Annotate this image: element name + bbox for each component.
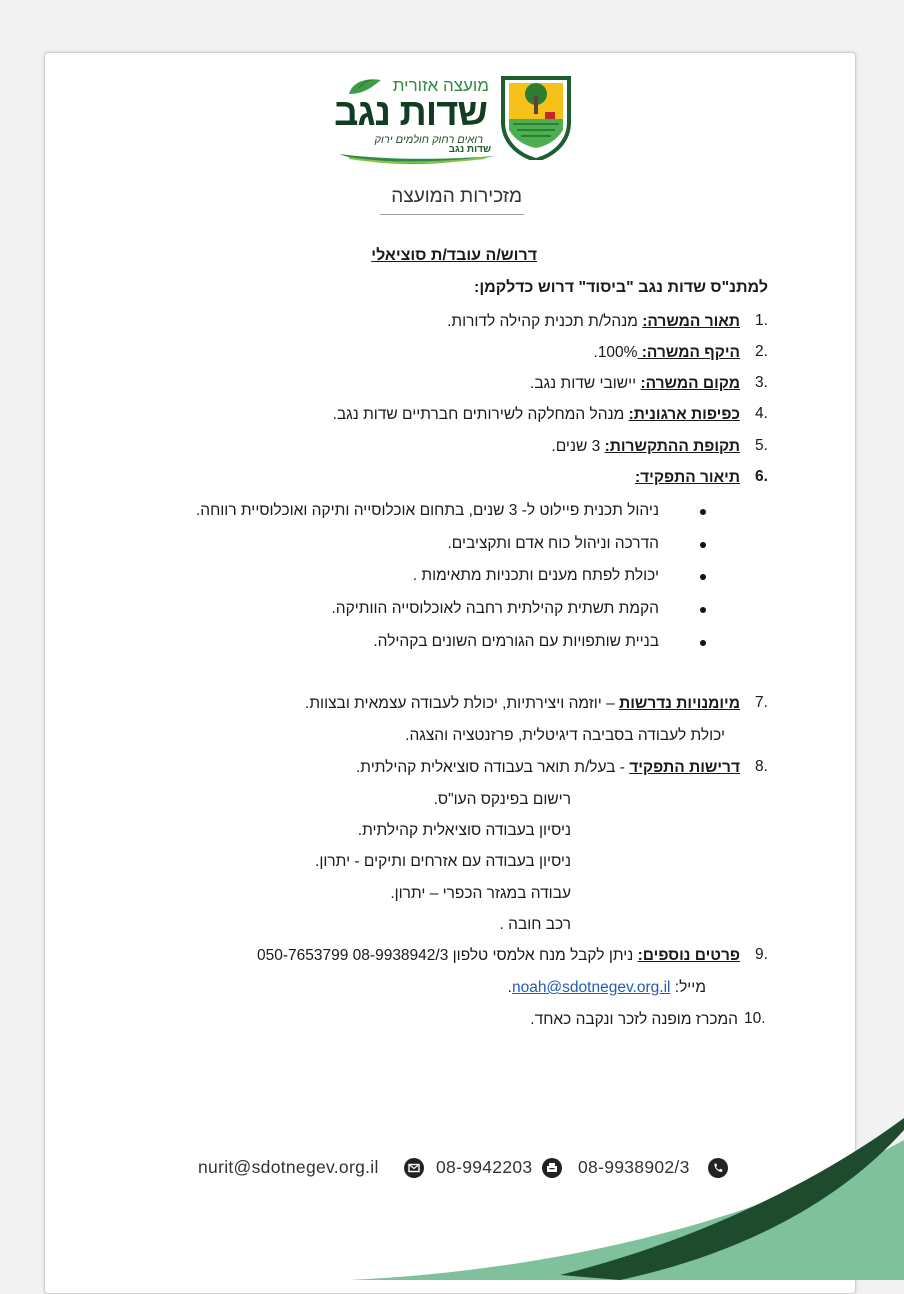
item-label: כפיפות ארגונית: [628, 406, 740, 423]
job-item-1 [150, 312, 740, 332]
job-item-6 [150, 468, 740, 488]
requirement-line: ניסיון בעבודה סוציאלית קהילתית. [357, 822, 571, 839]
job-title: דרוש/ה עובד/ת סוציאלי [371, 247, 537, 264]
emblem-caption: שדות נגב [448, 144, 491, 155]
job-item-3 [150, 374, 740, 394]
mail-line [300, 978, 706, 998]
logo-swoosh [335, 136, 500, 166]
footer-contact [198, 1155, 758, 1181]
job-item-5 [150, 437, 740, 457]
item-text: 3 שנים. [551, 438, 605, 455]
skills-line [150, 694, 740, 714]
bullet-icon [700, 574, 706, 580]
item-label: היקף המשרה: [637, 344, 740, 361]
requirement-line: רכב חובה . [499, 916, 571, 933]
bullet-icon [700, 542, 706, 548]
item-number: 10. [744, 1010, 766, 1027]
details-label: פרטים נוספים: [637, 947, 740, 964]
role-bullet-item: בניית שותפויות עם הגורמים השונים בקהילה. [373, 633, 659, 650]
bullet-icon [700, 640, 706, 646]
item-number: 3. [755, 374, 768, 391]
footer-fax[interactable]: 08-9942203 [436, 1157, 533, 1177]
department-underline [380, 214, 524, 215]
details-text: ניתן לקבל מנח אלמסי טלפון 08-9938942/3 050-7653799 [256, 947, 638, 964]
council-logo [335, 70, 575, 170]
item-label: תיאור התפקיד: [635, 469, 740, 486]
job-subtitle: למתנ"ס שדות נגב "ביסוד" דרוש כדלקמן: [474, 279, 768, 296]
role-bullet-item: ניהול תכנית פיילוט ל- 3 שנים, בתחום אוכלוסייה ותיקה ואוכלוסיית רווחה. [195, 502, 659, 519]
role-bullet-item: הדרכה וניהול כוח אדם ותקציבים. [447, 535, 659, 552]
item-number: 8. [755, 758, 768, 775]
bullet-icon [700, 509, 706, 515]
item-label: תקופת ההתקשרות: [604, 438, 740, 455]
mail-link[interactable]: noah@sdotnegev.org.il [511, 979, 671, 996]
requirement-line: ניסיון בעבודה עם אזרחים ותיקים - יתרון. [315, 853, 571, 870]
item-number: 1. [755, 312, 768, 329]
skills-text: – יוזמה ויצירתיות, יכולת לעבודה עצמאית ובצוות. [305, 695, 620, 712]
details-line [150, 946, 740, 966]
email-icon [404, 1158, 424, 1178]
fax-icon [542, 1158, 562, 1178]
item-number: 2. [755, 343, 768, 360]
council-slogan: רואים רחוק חולמים ירוק [374, 134, 483, 146]
department-heading: מזכירות המועצה [391, 186, 522, 207]
role-bullet-item: הקמת תשתית קהילתית רחבה לאוכלוסייה הוותיקה. [331, 600, 659, 617]
item-label: תאור המשרה: [642, 313, 740, 330]
phone-icon [708, 1158, 728, 1178]
mail-label: מייל: [674, 979, 706, 996]
footer-phone[interactable]: 08-9938902/3 [578, 1157, 690, 1177]
footer-email[interactable]: nurit@sdotnegev.org.il [198, 1157, 379, 1177]
requirements-text: - בעל/ת תואר בעבודה סוציאלית קהילתית. [355, 759, 630, 776]
footer-wave [0, 1100, 904, 1280]
item-text: מנהל המחלקה לשירותים חברתיים שדות נגב. [332, 406, 629, 423]
item-label: מקום המשרה: [640, 375, 740, 392]
requirement-line: עבודה במגזר הכפרי – יתרון. [390, 885, 571, 902]
council-label: מועצה אזורית [392, 76, 489, 95]
item-number: 7. [755, 694, 768, 711]
council-name: שדות נגב [334, 92, 487, 134]
skills-continuation: יכולת לעבודה בסביבה דיגיטלית, פרזנטציה והצגה. [405, 727, 725, 744]
emblem-shield-icon [497, 74, 575, 160]
requirements-label: דרישות התפקיד [629, 759, 740, 776]
item-number: 6. [755, 468, 768, 485]
item-text: מנהל/ת תכנית קהילה לדורות. [447, 313, 643, 330]
job-item-4 [150, 405, 740, 425]
item-number: 4. [755, 405, 768, 422]
item-text: יישובי שדות נגב. [530, 375, 641, 392]
bullet-icon [700, 607, 706, 613]
item-text: 100%. [593, 344, 638, 361]
role-bullet-item: יכולת לפתח מענים ותכניות מתאימות . [412, 567, 659, 584]
mail-end: . [507, 979, 512, 996]
note-line: המכרז מופנה לזכר ונקבה כאחד. [530, 1011, 738, 1028]
item-number: 5. [755, 437, 768, 454]
skills-label: מיומנויות נדרשות [619, 695, 740, 712]
item-number: 9. [755, 946, 768, 963]
job-item-2 [150, 343, 740, 363]
requirements-line [150, 758, 740, 778]
requirement-line: רישום בפינקס העו"ס. [433, 791, 571, 808]
